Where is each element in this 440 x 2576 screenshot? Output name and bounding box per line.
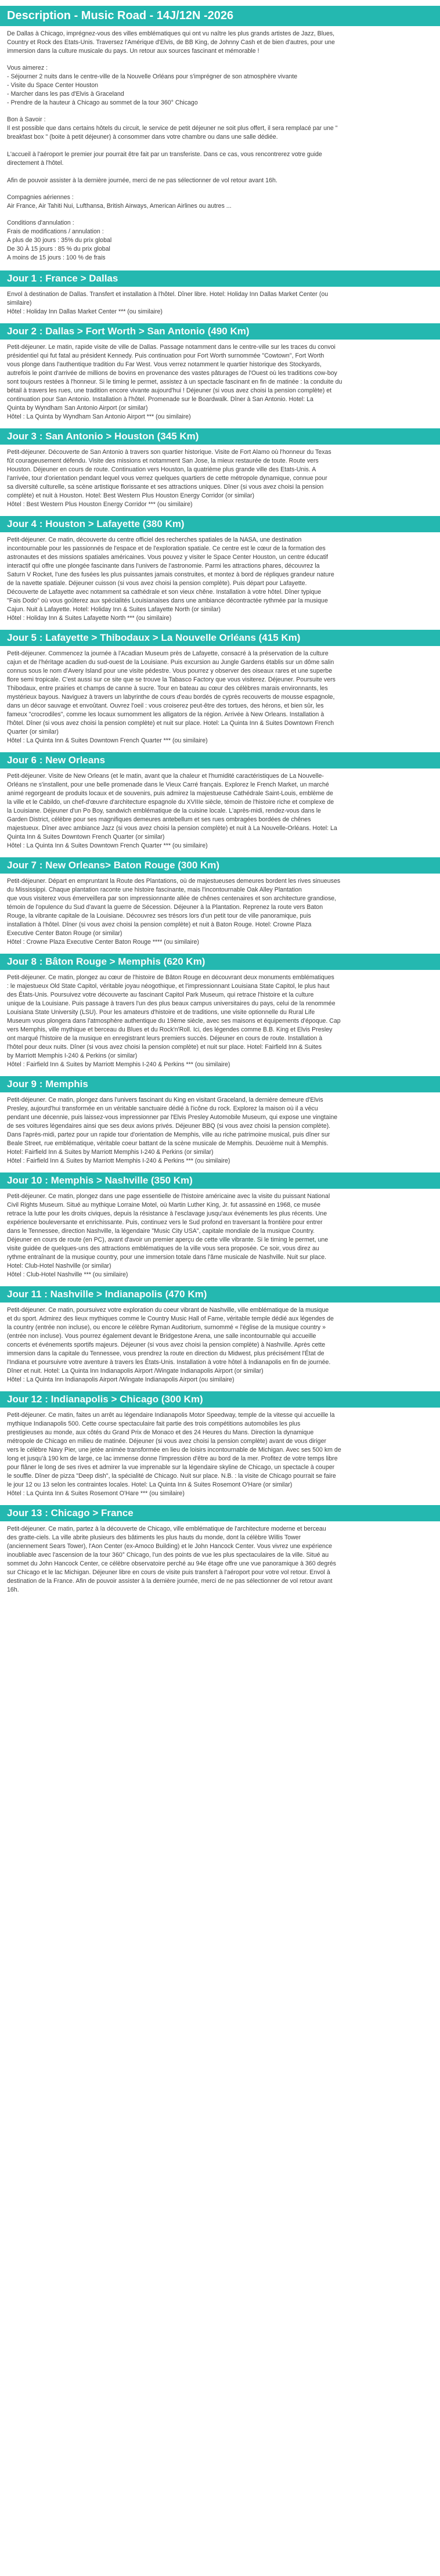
day-title: Jour 13 : Chicago > France <box>0 1505 440 1521</box>
day-line: : le majestueux Old State Capitol, véritable joyau néogothique, et l'impressionnant Louisiana State Capitol, le plus haut <box>7 983 330 990</box>
day-description <box>0 973 440 1074</box>
intro-paragraph <box>7 116 433 185</box>
intro-line: A moins de 15 jours : 100 % de frais <box>7 254 106 261</box>
day-description <box>0 1306 440 1389</box>
day-line: que vous visiterez vous émerveillera par son impressionnante allée de chênes centenaires et son architecture grandiose, <box>7 895 337 902</box>
day-line: et du sport. Admirez des lieux mythiques comme le Country Music Hall of Fame, véritable temple dédié aux légendes de <box>7 1315 334 1322</box>
intro-line: - Prendre de la hauteur à Chicago au sommet de la tour 360° Chicago <box>7 99 198 106</box>
day-line: vous plonge dans l'authentique tradition du Far West. Vous verrez notamment le quartier historique des Stockyards, <box>7 361 322 368</box>
day-title: Jour 5 : Lafayette > Thibodaux > La Nouvelle Orléans (415 Km) <box>0 630 440 646</box>
day-section <box>0 630 440 750</box>
intro-line: Frais de modifications / annulation : <box>7 228 104 235</box>
day-line: Petit-déjeuner. Ce matin, découverte du centre officiel des recherches spatiales de la NASA, une destination <box>7 536 302 543</box>
intro-line: Il est possible que dans certains hôtels du circuit, le service de petit déjeuner ne soit plus offert, il sera remplacé par une " <box>7 125 338 132</box>
day-line: mythique Indianapolis 500. Cette course spectaculaire fait partie des trois compétitions automobiles les plus <box>7 1420 301 1427</box>
day-line: la ville et le Cabildo, un chef-d'œuvre d'architecture espagnole du XVIIIe siècle, témoin de l'histoire riche et complexe de <box>7 799 334 806</box>
day-line: Hôtel : La Quinta by Wyndham San Antonio Airport *** (ou similaire) <box>7 413 191 420</box>
day-line: inoubliable avec l'ascension de la tour 360° Chicago, l'un des points de vue les plus spectaculaires de la ville. Situé au <box>7 1552 329 1558</box>
day-section <box>0 1076 440 1170</box>
day-line: Hôtel : Club-Hotel Nashville *** (ou similaire) <box>7 1271 128 1278</box>
itinerary <box>0 270 440 1599</box>
day-description <box>0 290 440 321</box>
day-line: Envol à destination de Dallas. Transfert et installation à l'hôtel. Dîner libre. Hotel: Holiday Inn Dallas Market Center (ou <box>7 291 329 298</box>
page <box>0 6 440 1599</box>
intro-line: Bon à Savoir : <box>7 116 46 123</box>
day-line: témoin de l'opulence du Sud d'avant la guerre de Sécession. Déjeuner à la Plantation. Reprenez la route vers Baton <box>7 904 323 911</box>
day-line: sont toujours restées à l'honneur. Si le timing le permet, assistez à un spectacle fascinant en fin de matinée : la conduite du <box>7 378 342 385</box>
day-description <box>0 650 440 750</box>
day-line: Petit-déjeuner. Découverte de San Antonio à travers son quartier historique. Visite de Fort Alamo où l'honneur du Texas <box>7 449 331 456</box>
day-line: des gratte-ciels. La ville abrite plusieurs des bâtiments les plus hauts du monde, dont la célèbre Willis Tower <box>7 1534 301 1541</box>
day-title: Jour 10 : Memphis > Nashville (350 Km) <box>0 1172 440 1189</box>
day-line: Hôtel : Fairfield Inn & Suites by Marriott Memphis I-240 & Perkins *** (ou similaire) <box>7 1157 230 1164</box>
day-line: immersion dans la capitale du Tennessee, vous prendrez la route en direction du Midwest, plus précisément l'État de <box>7 1350 324 1357</box>
day-line: Garden District, célèbre pour ses magnifiques demeures antebellum et ses rues ombragées bordées de chênes <box>7 816 311 823</box>
day-line: Hôtel : La Quinta Inn & Suites Downtown French Quarter *** (ou similaire) <box>7 842 208 849</box>
page-title: Description - Music Road - 14J/12N -2026 <box>0 6 440 26</box>
intro-paragraph <box>7 193 433 211</box>
intro-line: De 30 À 15 jours : 85 % du prix global <box>7 246 110 252</box>
day-line: de la navette spatiale. Déjeuner cuisson (si vous avez choisi la pension complète). Puis départ pour Lafayette. <box>7 580 307 587</box>
day-title: Jour 1 : France > Dallas <box>0 270 440 287</box>
intro-line <box>7 168 433 176</box>
day-line: Louisiana State University (LSU). Pour les amateurs d'histoire et de traditions, une visite optionnelle du Rural Life <box>7 1009 315 1016</box>
day-line: sur Chicago et le lac Michigan. Déjeuner libre en cours de visite puis transfert à l'aéroport pour votre vol retour. Envol à <box>7 1569 330 1576</box>
day-line: connus sous le nom d'Avery Island pour une visite pédestre. Vous pourrez y observer des oiseaux rares et une superbe <box>7 668 333 674</box>
intro-section <box>0 26 440 262</box>
day-line: "Fais Dodo" où vous goûterez aux spécialités Louisianaises dans une ambiance décontractée rythmée par la musique <box>7 597 328 604</box>
day-line: ont marqué l'histoire de la musique en enregistrant leurs premiers succès. Déjeuner en cours de route. Installation à <box>7 1035 323 1042</box>
intro-line: De Dallas à Chicago, imprégnez-vous des villes emblématiques qui ont vu naître les plus grands artistes de Jazz, Blues, <box>7 30 335 37</box>
day-line: majestueux. Dîner avec ambiance Jazz (si vous avez choisi la pension complète) et nuit à La Nouvelle-Orléans. Hotel: La <box>7 825 337 832</box>
day-line: mystérieux bayous. Naviguez à travers un labyrinthe de cours d'eau bordés de cyprès recouverts de mousse espagnole, <box>7 694 335 701</box>
day-line: Presley, aujourd'hui transformée en un véritable sanctuaire dédié à l'icône du rock. Explorez la maison où il a vécu <box>7 1105 318 1112</box>
day-line: flore semi tropicale. C'est aussi sur ce site que se trouve la Tabasco Factory que vous visiterez. Déjeuner. Poursuite vers <box>7 676 336 683</box>
day-line: Quinta Inn & Suites Downtown French Quarter (or similar) <box>7 834 165 840</box>
day-line: Civil Rights Museum. Situé au mythique Lorraine Motel, où Martin Luther King, Jr. fut assassiné en 1968, ce musée <box>7 1202 320 1208</box>
day-line: Hôtel : La Quinta Inn Indianapolis Airport /Wingate Indianapolis Airport (ou similaire) <box>7 1376 235 1383</box>
day-line: (anciennement Sears Tower), l'Aon Center (ex-Amoco Building) et le John Hancock Center. Vous vivrez une expérience <box>7 1543 333 1550</box>
day-line: des États-Unis. Poursuivez votre découverte au fascinant Capitol Park Museum, qui retrace l'histoire et la culture <box>7 991 314 998</box>
day-line: Quarter (or similar) <box>7 728 59 735</box>
day-line: (entrée non incluse). Vous pourrez également devant le Bridgestone Arena, une salle incontournable qui accueille <box>7 1333 316 1340</box>
intro-paragraph <box>7 219 433 262</box>
day-line: Hôtel : La Quinta Inn & Suites Downtown French Quarter *** (ou similaire) <box>7 737 208 744</box>
day-line: expérience bouleversante et enrichissante. Puis, continuez vers le Sud profond en traversant la frontière pour entrer <box>7 1219 323 1226</box>
intro-line: directement à l'hôtel. <box>7 160 64 167</box>
day-line: concerts et événements sportifs majeurs. Déjeuner (si vous avez choisi la pension complète) à Nashville. Après cette <box>7 1341 326 1348</box>
day-line: l'hôtel. Dîner (si vous avez choisi la pension complète) et nuit sur place. Hotel: La Quinta Inn & Suites Downtown French <box>7 720 334 727</box>
day-line: du Mississippi. Chaque plantation raconte une histoire fascinante, mais l'incontournable Oak Alley Plantation <box>7 886 302 893</box>
day-line: Hôtel : Holiday Inn Dallas Market Center *** (ou similaire) <box>7 308 163 315</box>
day-line: Dans l'après-midi, partez pour un rapide tour d'orientation de Memphis, ville au riche patrimoine musical, puis dîner sur <box>7 1131 330 1138</box>
day-line: retrace la lutte pour les droits civiques, depuis la résistance à l'esclavage jusqu'aux événements les plus récents. Une <box>7 1210 327 1217</box>
day-line: Petit-déjeuner. Ce matin, poursuivez votre exploration du coeur vibrant de Nashville, ville emblématique de la musique <box>7 1307 329 1314</box>
day-description <box>0 1525 440 1599</box>
day-line: Petit-déjeuner. Le matin, rapide visite de ville de Dallas. Passage notamment dans le centre-ville sur les traces du convoi <box>7 344 336 351</box>
day-title: Jour 3 : San Antonio > Houston (345 Km) <box>0 428 440 445</box>
day-line: Hôtel : Holiday Inn & Suites Lafayette North *** (ou similaire) <box>7 615 172 622</box>
day-section <box>0 428 440 514</box>
day-line: dans le Tennessee, direction Nashville, la légendaire "Music City USA", capitale mondiale de la musique Country. <box>7 1228 315 1235</box>
day-title: Jour 4 : Houston > Lafayette (380 Km) <box>0 516 440 532</box>
day-line: prestigieuses au monde, aux côtés du Grand Prix de Monaco et des 24 Heures du Mans. Direction la dynamique <box>7 1429 314 1436</box>
day-line: similaire) <box>7 300 32 306</box>
day-description <box>0 772 440 855</box>
intro-paragraph <box>7 30 433 56</box>
intro-line: Air France, Air Tahiti Nui, Lufthansa, British Airways, American Airlines ou autres ... <box>7 203 232 210</box>
day-title: Jour 6 : New Orleans <box>0 752 440 769</box>
day-section <box>0 1286 440 1389</box>
day-section <box>0 516 440 627</box>
intro-line: - Visite du Space Center Houston <box>7 82 99 89</box>
day-section <box>0 752 440 855</box>
day-line: animé regorgeant de produits locaux et de souvenirs, puis admirez la majestueuse Cathédrale Saint-Louis, emblème de <box>7 790 333 797</box>
day-line: métropole de Chicago en milieu de matinée. Déjeuner (si vous avez choisi la pension complète) avant de vous diriger <box>7 1438 326 1445</box>
day-line: installation à l'hôtel. Dîner (si vous avez choisi la pension complète) et nuit à Baton Rouge. Hotel: Crowne Plaza <box>7 921 312 928</box>
day-line: rythme entraînant de la musique country, pour une immersion totale dans l'âme musicale de Nashville. Nuit sur place. <box>7 1254 327 1261</box>
day-title: Jour 2 : Dallas > Fort Worth > San Antonio (490 Km) <box>0 323 440 340</box>
day-line: Dîner et nuit. Hotel: La Quinta Inn Indianapolis Airport /Wingate Indianapolis Airport (or similar) <box>7 1368 264 1374</box>
day-line: Cajun. Nuit à Lafayette. Hotel: Holiday Inn & Suites Lafayette North (or similar) <box>7 606 221 613</box>
day-line: l'Indiana et poursuivre votre aventure à travers les États-Unis. Installation à votre hôtel à Indianapolis en fin de journée. <box>7 1359 331 1366</box>
day-line: pendant une décennie, puis laissez-vous impressionner par l'Elvis Presley Automobile Museum, qui expose une vingtaine <box>7 1114 338 1121</box>
day-line: Thibodaux, entre prairies et champs de canne à sucre. Tour en bateau au cœur des célèbres marais environnants, les <box>7 685 328 692</box>
day-description <box>0 343 440 426</box>
day-line: by Marriott Memphis I-240 & Perkins (or similar) <box>7 1052 138 1059</box>
day-line: l'arrivée, tour d'orientation pendant lequel vous verrez quelques quartiers de cette métropole dynamique, connue pour <box>7 475 327 482</box>
intro-line <box>7 142 433 150</box>
day-line: le souffle. Dîner de pizza "Deep dish", la spécialité de Chicago. Nuit sur place. N.B. : la visite de Chicago pourrait se faire <box>7 1473 336 1480</box>
day-line: fameux "crocrodiles", comme les locaux surnomment les alligators de la région. Arrivée à New Orleans. Installation à <box>7 711 324 718</box>
intro-line: - Séjourner 2 nuits dans le centre-ville de la Nouvelle Orléans pour s'imprégner de son atmosphère vivante <box>7 73 298 80</box>
day-line: Museum vous plongera dans l'atmosphère authentique du 19ème siècle, avec ses maisons et équipements d'époque. Cap <box>7 1018 341 1024</box>
day-line: Quinta by Wyndham San Antonio Airport (or similar) <box>7 405 148 412</box>
day-line: 16h. <box>7 1586 19 1593</box>
day-line: astronautes et des missions spatiales américaines. Vous pouvez y visiter le Space Center Houston, un centre éducatif <box>7 554 328 561</box>
day-line: long et jusqu'à 190 km de large, ce lac immense donne l'impression d'être au bord de la mer. Profitez de votre temps libre <box>7 1455 338 1462</box>
intro-line: Compagnies aériennes : <box>7 194 74 201</box>
day-description <box>0 448 440 514</box>
day-line: Petit-déjeuner. Ce matin, plongez au cœur de l'histoire de Bâton Rouge en découvrant deux monuments emblématiques <box>7 974 334 981</box>
day-line: Découverte de Lafayette avec notamment sa cathédrale et son vieux chêne. Installation à votre hôtel. Dîner typique <box>7 589 322 596</box>
intro-line: Conditions d'annulation : <box>7 219 74 226</box>
day-line: Petit-déjeuner. Ce matin, faites un arrêt au légendaire Indianapolis Motor Speedway, temple de la vitesse qui accueille la <box>7 1412 335 1419</box>
day-description <box>0 1411 440 1503</box>
day-line: Hôtel : La Quinta Inn & Suites Rosemont O'Hare *** (ou similaire) <box>7 1490 185 1497</box>
day-line: sa diversité culturelle, sa scène artistique florissante et ses attractions uniques. Dîner (si vous avez choisi la pension <box>7 484 324 490</box>
day-line: Petit-déjeuner. Visite de New Orleans (et le matin, avant que la chaleur et l'humidité caractéristiques de La Nouvelle- <box>7 773 324 780</box>
day-line: Hôtel : Crowne Plaza Executive Center Baton Rouge **** (ou similaire) <box>7 939 199 946</box>
day-line: continuation pour San Antonio. Installation à l'hôtel. Promenade sur le Boardwalk. Dîner à San Antonio. Hotel: La <box>7 396 313 403</box>
day-line: Petit-déjeuner. Ce matin, partez à la découverte de Chicago, ville emblématique de l'architecture moderne et berceau <box>7 1525 326 1532</box>
intro-line: A plus de 30 jours : 35% du prix global <box>7 237 112 244</box>
day-line: la Louisiane. Déjeuner d'un Po Boy, sandwich emblématique de la cuisine locale. L'après-midi, rendez-vous dans le <box>7 807 321 814</box>
day-line: autrefois le point d'arrivée de millions de bovins en provenance des vastes pâturages de l'Ouest où les traditions cow-boy <box>7 370 337 377</box>
intro-line: L'accueil à l'aéroport le premier jour pourrait être fait par un transferiste. Dans ce cas, vous rencontrerez votre guide <box>7 151 322 158</box>
day-line: Saturn V Rocket, l'une des fusées les plus puissantes jamais construites, et montez à bord de répliques grandeur nature <box>7 571 334 578</box>
day-section <box>0 323 440 426</box>
day-line: interactif qui offre une plongée fascinante dans l'univers de l'astronomie. Parmi les attractions phares, découvrez la <box>7 562 320 569</box>
day-section <box>0 1505 440 1599</box>
day-line: bétail à travers les rues, une tradition encore vivante aujourd'hui ! Déjeuner (si vous avez choisi la pension complète) et <box>7 387 332 394</box>
intro-line: Vous aimerez : <box>7 64 48 71</box>
day-section <box>0 1391 440 1503</box>
day-line: incontournable pour les passionnés de l'espace et de l'exploration spatiale. Ce centre est le cœur de la formation des <box>7 545 326 552</box>
day-line: Petit-déjeuner. Commencez la journée à l'Acadian Museum près de Lafayette, consacré à la préservation de la culture <box>7 650 329 657</box>
intro-line: Country et Rock des Etats-Unis. Traversez l'Amérique d'Elvis, de BB King, de Johnny Cash et de bien d'autres, pour une <box>7 39 335 46</box>
day-line: la country (entrée non incluse), ou encore le célèbre Ryman Auditorium, surnommé « l'église de la musique country » <box>7 1324 326 1331</box>
day-line: Hotel: Club-Hotel Nashville (or similar) <box>7 1262 111 1269</box>
day-description <box>0 1192 440 1284</box>
day-line: Petit-déjeuner. Ce matin, plongez dans une page essentielle de l'histoire américaine avec la visite du puissant National <box>7 1193 330 1200</box>
day-description <box>0 1096 440 1170</box>
day-line: Hôtel : Best Western Plus Houston Energy Corridor *** (ou similaire) <box>7 501 193 508</box>
day-line: Executive Center Baton Rouge (or similar) <box>7 930 122 937</box>
day-title: Jour 7 : New Orleans> Baton Rouge (300 Km) <box>0 857 440 874</box>
intro-line: immersion dans la culture musicale du pays. Un retour aux sources fascinant et mémorable ! <box>7 48 259 55</box>
day-line: dans un décor sauvage et envoûtant. Ouvrez l'oeil : vous croiserez peut-être des tortues, des hérons, et bien sûr, les <box>7 702 324 709</box>
day-line: Hôtel : Fairfield Inn & Suites by Marriott Memphis I-240 & Perkins *** (ou similaire) <box>7 1061 230 1068</box>
intro-line: - Marcher dans les pas d'Elvis à Graceland <box>7 91 124 98</box>
day-line: l'hôtel pour deux nuits. Dîner (si vous avez choisi la pension complète) et nuit sur place. Hotel: Fairfield Inn & Suites <box>7 1044 322 1051</box>
day-section <box>0 857 440 951</box>
day-line: cajun et de l'héritage acadien du sud-ouest de la Louisiane. Puis excursion au Jungle Gardens établis sur un dôme salin <box>7 659 334 666</box>
day-line: présidentiel qui fut fatal au président Kennedy. Puis continuation pour Fort Worth surnommée "Cowtown", Fort Worth <box>7 352 324 359</box>
intro-line: breakfast box " (boite à petit déjeuner) à consommer dans votre chambre ou dans une salle dédiée. <box>7 134 278 140</box>
day-title: Jour 11 : Nashville > Indianapolis (470 Km) <box>0 1286 440 1303</box>
day-line: Petit-déjeuner. Ce matin, plongez dans l'univers fascinant du King en visitant Graceland, la dernière demeure d'Elvis <box>7 1096 323 1103</box>
day-line: vers le célèbre Navy Pier, une jetée animée transformée en lieu de loisirs incontournable de Michigan. Avec ses 500 km de <box>7 1446 341 1453</box>
day-title: Jour 9 : Memphis <box>0 1076 440 1092</box>
day-line: Petit-déjeuner. Départ en empruntant la Route des Plantations, où de majestueuses demeures bordent les rives sinueuses <box>7 878 341 885</box>
day-line: unique de la Louisiane. Puis passage à travers l'un des plus beaux campus universitaires du pays, celui de la renommée <box>7 1000 336 1007</box>
day-line: vers Memphis, ville mythique et berceau du Blues et du Rock'n'Roll. Ici, des légendes comme B.B. King et Elvis Presley <box>7 1026 333 1033</box>
intro-paragraph <box>7 64 433 107</box>
day-section <box>0 270 440 321</box>
day-line: Orléans ne s'installent, pour une belle promenade dans le Vieux Carré français. Explorez le French Market, un marché <box>7 781 329 788</box>
day-title: Jour 8 : Bâton Rouge > Memphis (620 Km) <box>0 954 440 970</box>
day-line: Rouge, la vibrante capitale de la Louisiane. Découvrez ses trésors lors d'un petit tour de ville panoramique, puis <box>7 912 311 919</box>
day-line: le jour 12 ou 13 selon les contraintes locales. Hotel: La Quinta Inn & Suites Rosemont O'Hare (or similar) <box>7 1481 293 1488</box>
day-line: complète) et nuit à Houston. Hotel: Best Western Plus Houston Energy Corridor (or similar) <box>7 492 255 499</box>
day-description <box>0 877 440 951</box>
day-line: Houston. Déjeuner en cours de route. Continuation vers Houston, la quatrième plus grande ville des Etats-Unis. A <box>7 466 316 473</box>
day-line: Hotel: Fairfield Inn & Suites by Marriott Memphis I-240 & Perkins (or similar) <box>7 1149 214 1156</box>
day-section <box>0 954 440 1074</box>
day-section <box>0 1172 440 1284</box>
day-line: fût courageusement défendu. Visite des missions et notamment San Jose, la mieux restaurée de toute. Route vers <box>7 457 319 464</box>
day-title: Jour 12 : Indianapolis > Chicago (300 Km) <box>0 1391 440 1408</box>
day-line: destination de la France. Afin de pouvoir assister à la dernière journée, merci de ne pas sélectionner de vol retour avant <box>7 1578 333 1585</box>
day-line: sommet du John Hancock Center, ce célèbre observatoire perché au 94e étage offre une vue panoramique à 360 degrés <box>7 1560 336 1567</box>
day-line: Déjeuner en cours de route (en PC), avant d'avoir un premier aperçu de cette ville vibrante. Si le timing le permet, une <box>7 1236 329 1243</box>
day-line: de ses voitures légendaires ainsi que ses deux avions privés. Déjeuner BBQ (si vous avez choisi la pension complète). <box>7 1123 331 1130</box>
day-description <box>0 536 440 627</box>
day-line: visite guidée de quelques-uns des attractions emblématiques de la ville vous sera proposée. Ce soir, vous direz au <box>7 1245 319 1252</box>
day-line: pour flâner le long de ses rives et admirer la vue imprenable sur la légendaire skyline de Chicago, un spectacle à couper <box>7 1464 335 1471</box>
day-line: Beale Street, rue emblématique, véritable coeur battant de la scène musicale de Memphis. Deuxième nuit à Memphis. <box>7 1140 329 1147</box>
intro-line: Afin de pouvoir assister à la dernière journée, merci de ne pas sélectionner de vol retour avant 16h. <box>7 177 277 184</box>
